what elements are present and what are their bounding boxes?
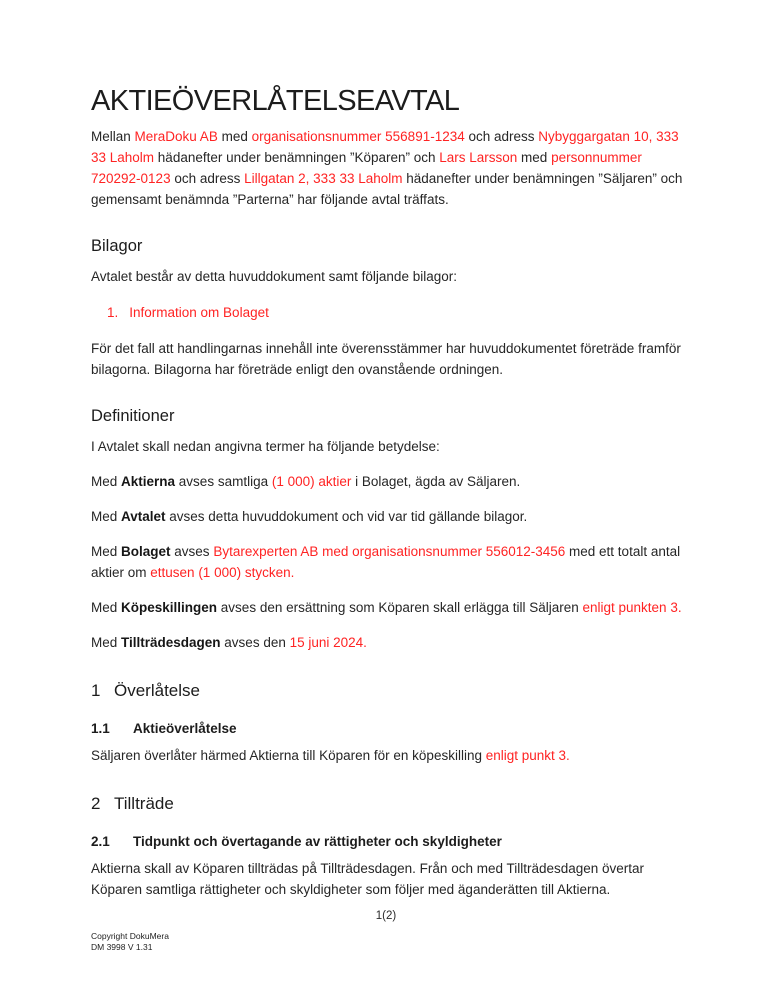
text-segment: hädanefter under benämningen ”Köparen” och xyxy=(154,150,440,165)
section-2 xyxy=(91,792,684,900)
subsection-1-1-heading xyxy=(91,719,684,738)
text-segment: Aktierna skall av Köparen tillträdas på Tillträdesdagen. Från och med Tillträdesdagen övertar Köparen samtliga rättigheter och skyldigheter som följer med äganderätten till Aktierna. xyxy=(91,861,645,897)
definition-bolaget xyxy=(91,541,684,583)
section-1-title: Överlåtelse xyxy=(114,681,200,700)
text-segment: Säljaren överlåter härmed Aktierna till Köparen för en köpeskilling xyxy=(91,748,486,763)
text-segment: och adress xyxy=(464,129,539,144)
text-segment-red: organisationsnummer 556891-1234 xyxy=(251,129,465,144)
text-segment-bold: Köpeskillingen xyxy=(121,600,218,615)
subsection-2-1-number: 2.1 xyxy=(91,834,110,849)
text-segment-bold: Tillträdesdagen xyxy=(121,635,221,650)
copyright-line-2: DM 3998 V 1.31 xyxy=(91,942,153,952)
attachment-item-number: 1. xyxy=(107,305,119,320)
definition-avtalet xyxy=(91,506,684,527)
text-segment-red: Bytarexperten AB med organisationsnummer 556012-3456 xyxy=(213,544,566,559)
text-segment: hädanefter under benämningen ”Säljaren” och gemensamt benämnda ”Parterna” har följande avtal träffats. xyxy=(91,171,683,207)
subsection-2-1-title: Tidpunkt och övertagande av rättigheter och skyldigheter xyxy=(133,834,502,849)
copyright-line-1: Copyright DokuMera xyxy=(91,931,169,941)
text-segment-red: enligt punkten 3. xyxy=(582,600,682,615)
definitioner-heading: Definitioner xyxy=(91,407,175,425)
page-number: 1(2) xyxy=(375,910,397,922)
text-segment-red: MeraDoku AB xyxy=(134,129,218,144)
text-segment: Med xyxy=(91,635,122,650)
text-segment-bold: Avtalet xyxy=(121,509,166,524)
text-segment: avses detta huvuddokument och vid var tid gällande bilagor. xyxy=(165,509,528,524)
text-segment: avses samtliga xyxy=(175,474,272,489)
bilagor-heading: Bilagor xyxy=(91,237,143,255)
attachment-list-item xyxy=(107,302,684,323)
subsection-1-1-title: Aktieöverlåtelse xyxy=(133,721,237,736)
definition-aktierna xyxy=(91,471,684,492)
text-segment-red: (1 000) aktier xyxy=(271,474,352,489)
text-segment: Mellan xyxy=(91,129,135,144)
text-segment-bold: Bolaget xyxy=(121,544,171,559)
text-segment-bold: Aktierna xyxy=(121,474,176,489)
document-title: AKTIEÖVERLÅTELSEAVTAL xyxy=(91,85,460,117)
section-1-heading xyxy=(91,679,684,702)
section-2-number: 2 xyxy=(91,794,101,813)
text-segment: Med xyxy=(91,600,122,615)
attachment-list xyxy=(91,302,684,323)
bilagor-note: För det fall att handlingarnas innehåll inte överensstämmer har huvuddokumentet företräde framför bilagorna. Bilagorna har företräde enligt den ovanstående ordningen. xyxy=(91,341,681,377)
text-segment-red: Lars Larsson xyxy=(439,150,518,165)
definition-tilltradesdagen xyxy=(91,632,684,653)
text-segment: avses den xyxy=(220,635,290,650)
text-segment: i Bolaget, ägda av Säljaren. xyxy=(351,474,521,489)
text-segment-red: 15 juni 2024. xyxy=(289,635,367,650)
attachment-item-label: Information om Bolaget xyxy=(129,305,269,320)
section-1-number: 1 xyxy=(91,681,101,700)
text-segment: avses xyxy=(170,544,214,559)
subsection-1-1-body xyxy=(91,745,684,766)
text-segment: och adress xyxy=(170,171,245,186)
text-segment-red: enligt punkt 3. xyxy=(485,748,570,763)
subsection-2-1-body xyxy=(91,858,684,900)
definitioner-lead: I Avtalet skall nedan angivna termer ha följande betydelse: xyxy=(91,439,440,454)
text-segment: Med xyxy=(91,509,122,524)
subsection-1-1-number: 1.1 xyxy=(91,721,110,736)
intro-paragraph xyxy=(91,126,684,210)
text-segment: Med xyxy=(91,474,122,489)
text-segment-red: Lillgatan 2, 333 33 Laholm xyxy=(244,171,403,186)
section-2-title: Tillträde xyxy=(114,794,174,813)
definition-kopeskillingen xyxy=(91,597,684,618)
text-segment: med xyxy=(517,150,552,165)
bilagor-lead: Avtalet består av detta huvuddokument samt följande bilagor: xyxy=(91,269,457,284)
copyright-block xyxy=(91,931,169,953)
text-segment: Med xyxy=(91,544,122,559)
text-segment: avses den ersättning som Köparen skall erlägga till Säljaren xyxy=(217,600,583,615)
text-segment: med ett totalt antal aktier om xyxy=(91,544,681,580)
text-segment-red: Nybyggargatan 10, 333 33 Laholm xyxy=(91,129,679,165)
section-2-heading xyxy=(91,792,684,815)
section-1 xyxy=(91,679,684,766)
text-segment-red: personnummer 720292-0123 xyxy=(91,150,642,186)
text-segment: med xyxy=(217,129,252,144)
text-segment-red: ettusen (1 000) stycken. xyxy=(150,565,295,580)
subsection-2-1-heading xyxy=(91,832,684,851)
